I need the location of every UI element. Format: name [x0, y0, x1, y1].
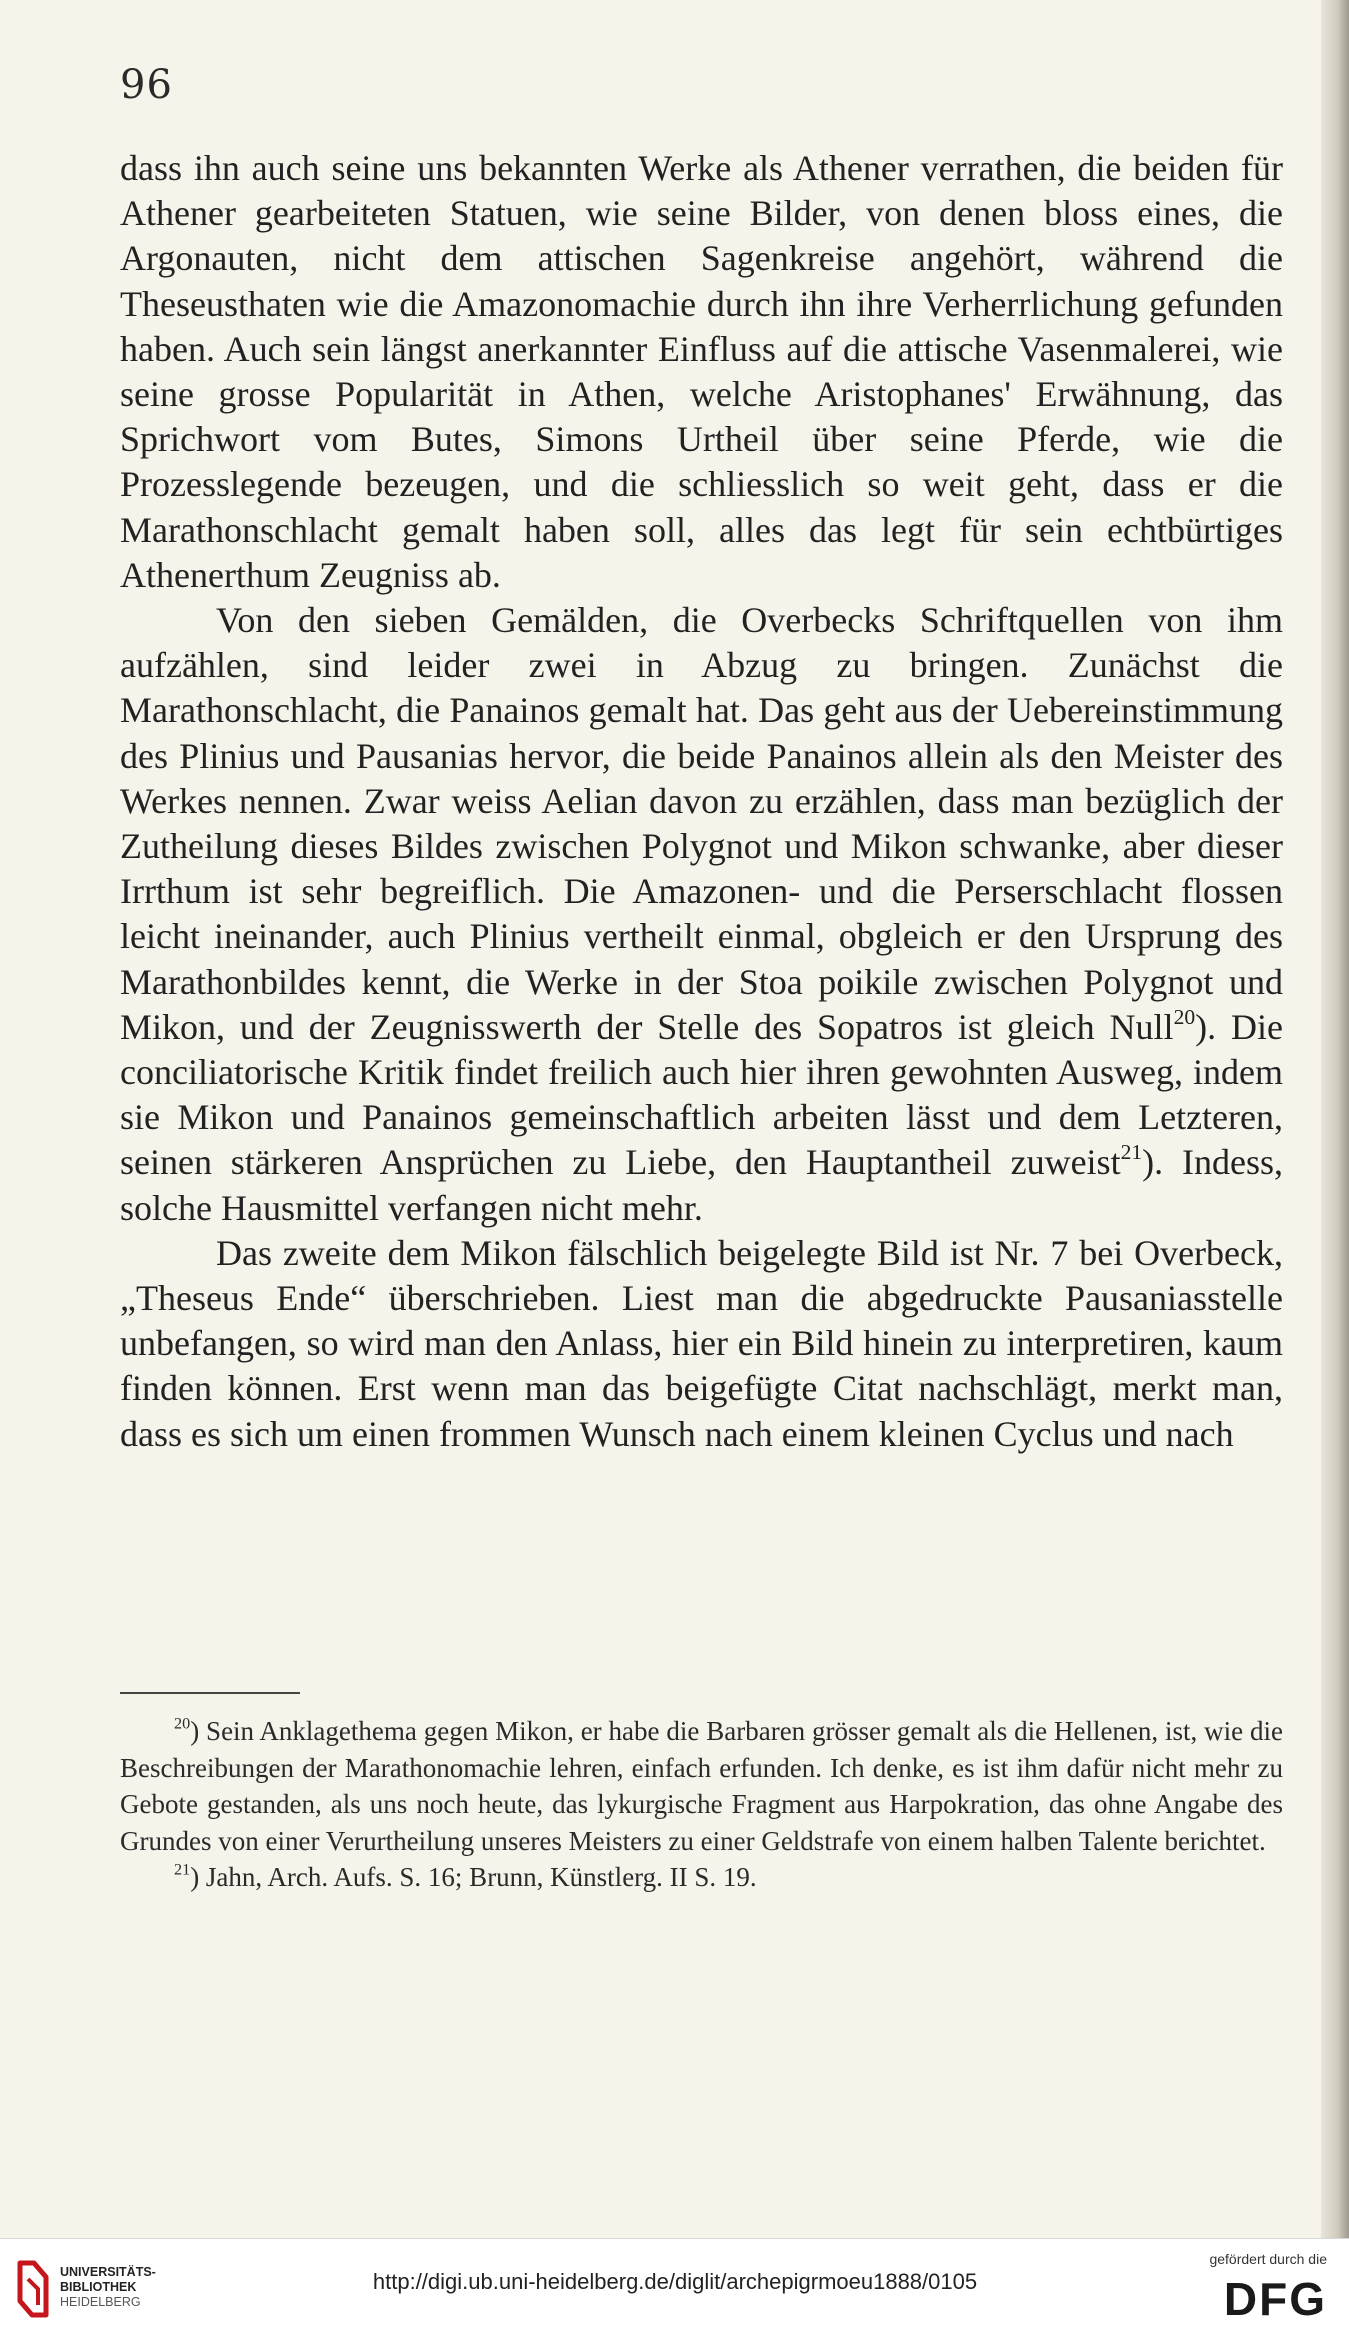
library-name-line-2: BIBLIOTHEK: [60, 2280, 137, 2294]
paragraph-2-part-1: Von den sieben Gemälden, die Overbecks Schriftquellen von ihm aufzählen, sind leider zwei in Abzug zu bringen. Zunächst die Marathonschlacht, die Panainos gemalt hat. Das geht aus der Uebereinstimmung des Plinius und Pausanias hervor, die beide Panainos allein als den Meister des Werkes nennen. Zwar weiss Aelian davon zu erzählen, dass man bezüglich der Zutheilung dieses Bildes zwischen Polygnot und Mikon schwanke, aber dieser Irrthum ist sehr begreiflich. Die Amazonen- und die Perserschlacht flossen leicht ineinander, auch Plinius vertheilt einmal, obgleich er den Ursprung des Marathonbildes kennt, die Werke in der Stoa poikile zwischen Polygnot und Mikon, und der Zeugnisswerth der Stelle des Sopatros ist gleich Null: [120, 600, 1283, 1047]
footnote-ref-20[interactable]: 20: [1173, 1004, 1196, 1029]
library-name-line-3: HEIDELBERG: [60, 2295, 141, 2309]
footnote-number: 21: [174, 1860, 191, 1879]
footnote-number: 20: [174, 1714, 191, 1733]
permalink-url[interactable]: http://digi.ub.uni-heidelberg.de/diglit/archepigrmoeu1888/0105: [372, 2269, 978, 2294]
page-number: 96: [120, 62, 173, 108]
library-name: [60, 2265, 156, 2310]
footnote-21: [120, 1859, 1283, 1896]
library-name-line-1: UNIVERSITÄTS-: [60, 2265, 156, 2279]
paragraph-2: [120, 598, 1283, 1231]
paragraph-2-part-3: ). Indess, solche Hausmittel verfangen nicht mehr.: [120, 1142, 1283, 1228]
page-edge-shadow: [1321, 0, 1349, 2238]
body-text: [120, 146, 1283, 1457]
footnote-ref-21[interactable]: 21: [1120, 1140, 1143, 1165]
viewer-footer: [0, 2238, 1349, 2339]
paragraph-1: dass ihn auch seine uns bekannten Werke als Athener verrathen, die beiden für Athener gearbeiteten Statuen, wie seine Bilder, von denen bloss eines, die Argonauten, nicht dem attischen Sagenkreise angehört, während die Theseusthaten wie die Amazonomachie durch ihn ihre Verherrlichung gefunden haben. Auch sein längst anerkannter Einfluss auf die attische Vasenmalerei, wie seine grosse Popularität in Athen, welche Aristophanes' Erwähnung, das Sprichwort vom Butes, Simons Urtheil über seine Pferde, wie die Prozesslegende bezeugen, und die schliesslich so weit geht, dass er die Marathonschlacht gemalt haben soll, alles das legt für sein echtbürtiges Athenerthum Zeugniss ab.: [120, 148, 1283, 595]
heidelberg-library-logo-icon[interactable]: [14, 2259, 52, 2319]
footnotes: [120, 1713, 1283, 1896]
dfg-logo[interactable]: DFG: [1223, 2273, 1327, 2325]
footnote-separator: [120, 1692, 300, 1694]
funded-by-label: gefördert durch die: [1209, 2251, 1327, 2267]
footnote-20: [120, 1713, 1283, 1859]
paragraph-2-part-2: ). Die conciliatorische Kritik findet freilich auch hier ihren gewohnten Ausweg, indem sie Mikon und Panainos gemeinschaftlich arbeiten lässt und dem Letzteren, seinen stärkeren Ansprüchen zu Liebe, den Hauptantheil zuweist: [120, 1006, 1283, 1183]
paragraph-3: Das zweite dem Mikon fälschlich beigelegte Bild ist Nr. 7 bei Overbeck, „Theseus Ende“ überschrieben. Liest man die abgedruckte Pausaniasstelle unbefangen, so wird man den Anlass, hier ein Bild hinein zu interpretiren, kaum finden können. Erst wenn man das beigefügte Citat nachschlägt, merkt man, dass es sich um einen frommen Wunsch nach einem kleinen Cyclus und nach: [120, 1232, 1283, 1454]
footnote-text: ) Jahn, Arch. Aufs. S. 16; Brunn, Künstlerg. II S. 19.: [190, 1862, 757, 1892]
footnote-text: ) Sein Anklagethema gegen Mikon, er habe die Barbaren grösser gemalt als die Hellenen, ist, wie die Beschreibungen der Marathonomachie lehren, einfach erfunden. Ich denke, es ist ihm dafür nicht mehr zu Gebote gestanden, als uns noch heute, das lykurgische Fragment aus Harpokration, das ohne Angabe des Grundes von einer Verurtheilung unseres Meisters zu einer Geldstrafe von einem halben Talente berichtet.: [120, 1716, 1283, 1856]
